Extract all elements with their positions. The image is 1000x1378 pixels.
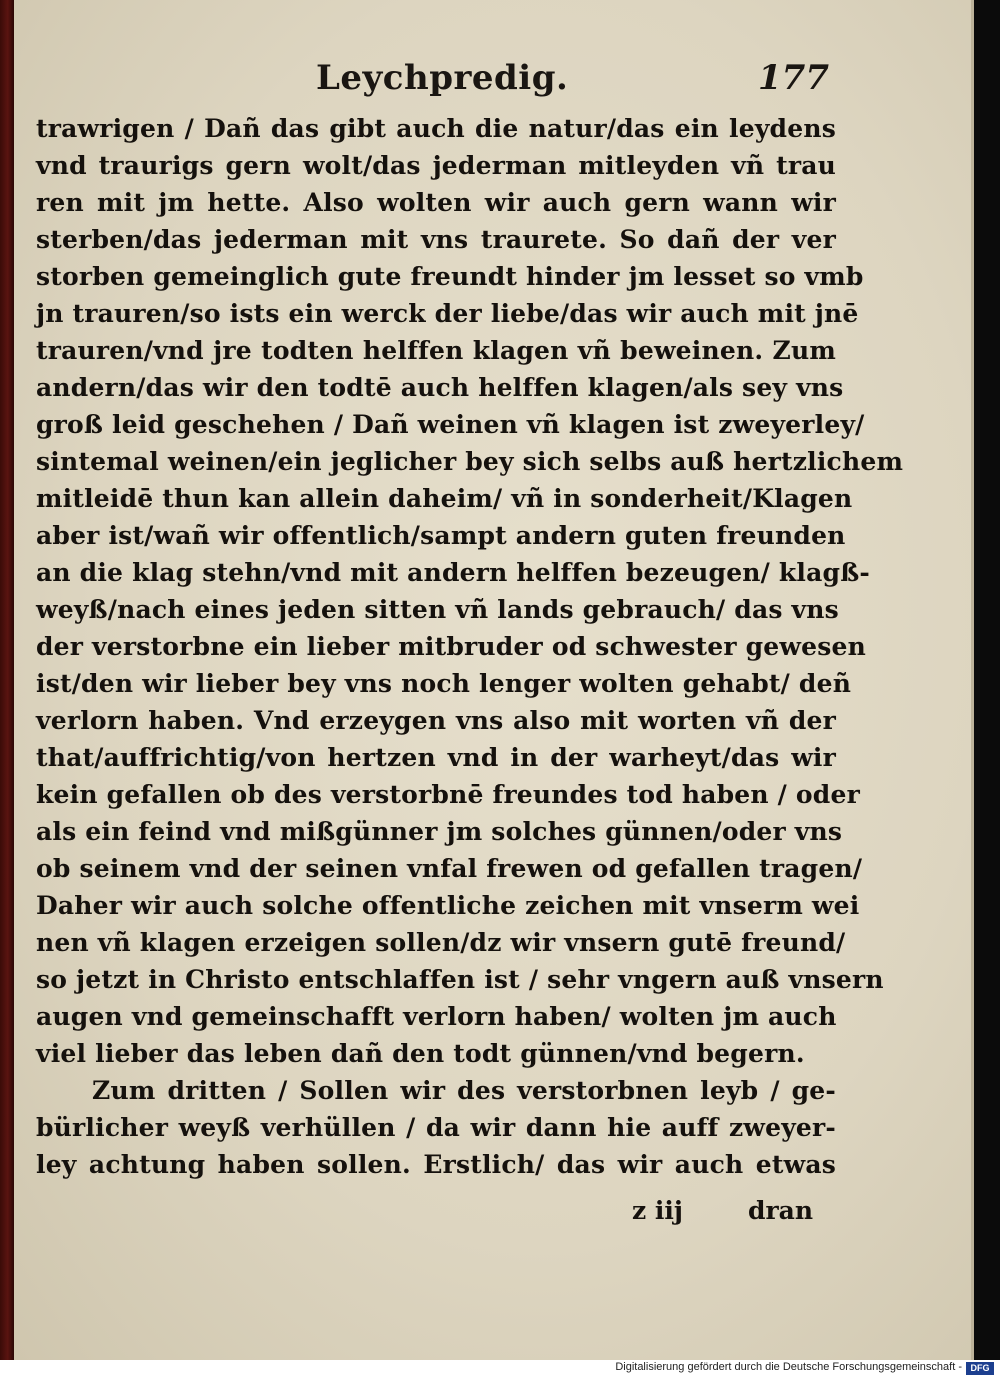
- page-headline: [14, 56, 974, 102]
- text-line: an die klag stehn/vnd mit andern helffen bezeugen/ klagß-: [36, 558, 870, 587]
- text-line: groß leid geschehen / Dañ weinen vñ klagen ist zweyerley/: [36, 410, 865, 439]
- text-line: weyß/nach eines jeden sitten vñ lands gebrauch/ das vns: [36, 595, 839, 624]
- dfg-logo-icon: DFG: [966, 1362, 994, 1375]
- text-line: sterben/das jederman mit vns traurete. So dañ der ver: [36, 225, 836, 254]
- text-line: trauren/vnd jre todten helffen klagen vñ beweinen. Zum: [36, 336, 836, 365]
- book-cover-edge: [0, 0, 14, 1360]
- text-line: jn trauren/so ists ein werck der liebe/das wir auch mit jnē: [36, 299, 859, 328]
- page-footer: [14, 1196, 974, 1236]
- credit-bar: [0, 1360, 1000, 1378]
- body-text: [36, 110, 904, 1183]
- text-line: storben gemeinglich gute freundt hinder jm lesset so vmb: [36, 262, 864, 291]
- funding-credit: Digitalisierung gefördert durch die Deutsche Forschungsgemeinschaft -: [615, 1361, 962, 1373]
- text-line: Zum dritten / Sollen wir des verstorbnen leyb / ge-: [92, 1076, 836, 1105]
- text-line: viel lieber das leben dañ den todt günnen/vnd begern.: [36, 1039, 805, 1068]
- book-page: [14, 0, 974, 1360]
- text-line: that/auffrichtig/von hertzen vnd in der warheyt/das wir: [36, 743, 836, 772]
- text-line: vnd traurigs gern wolt/das jederman mitleyden vñ trau: [36, 151, 836, 180]
- text-line: aber ist/wañ wir offentlich/sampt andern guten freunden: [36, 521, 846, 550]
- text-line: Daher wir auch solche offentliche zeichen mit vnserm wei: [36, 891, 860, 920]
- text-line: bürlicher weyß verhüllen / da wir dann hie auff zweyer-: [36, 1113, 836, 1142]
- text-line: ist/den wir lieber bey vns noch lenger wolten gehabt/ deñ: [36, 669, 852, 698]
- page-number: 177: [758, 58, 829, 98]
- signature-mark: z iij: [632, 1196, 683, 1225]
- text-line: sintemal weinen/ein jeglicher bey sich selbs auß hertzlichem: [36, 447, 904, 476]
- text-line: augen vnd gemeinschafft verlorn haben/ wolten jm auch: [36, 1002, 837, 1031]
- text-line: andern/das wir den todtē auch helffen klagen/als sey vns: [36, 373, 844, 402]
- running-head: Leychpredig.: [316, 58, 569, 98]
- text-line: als ein feind vnd mißgünner jm solches günnen/oder vns: [36, 817, 843, 846]
- text-line: ob seinem vnd der seinen vnfal frewen od gefallen tragen/: [36, 854, 863, 883]
- text-line: verlorn haben. Vnd erzeygen vns also mit worten vñ der: [36, 706, 836, 735]
- text-line: mitleidē thun kan allein daheim/ vñ in sonderheit/Klagen: [36, 484, 853, 513]
- text-line: der verstorbne ein lieber mitbruder od schwester gewesen: [36, 632, 866, 661]
- text-line: trawrigen / Dañ das gibt auch die natur/das ein leydens: [36, 114, 836, 143]
- text-line: ren mit jm hette. Also wolten wir auch gern wann wir: [36, 188, 836, 217]
- text-line: so jetzt in Christo entschlaffen ist / sehr vngern auß vnsern: [36, 965, 884, 994]
- text-line: nen vñ klagen erzeigen sollen/dz wir vnsern gutē freund/: [36, 928, 846, 957]
- catchword: dran: [748, 1196, 814, 1225]
- text-line: ley achtung haben sollen. Erstlich/ das wir auch etwas: [36, 1150, 836, 1179]
- text-line: kein gefallen ob des verstorbnē freundes tod haben / oder: [36, 780, 860, 809]
